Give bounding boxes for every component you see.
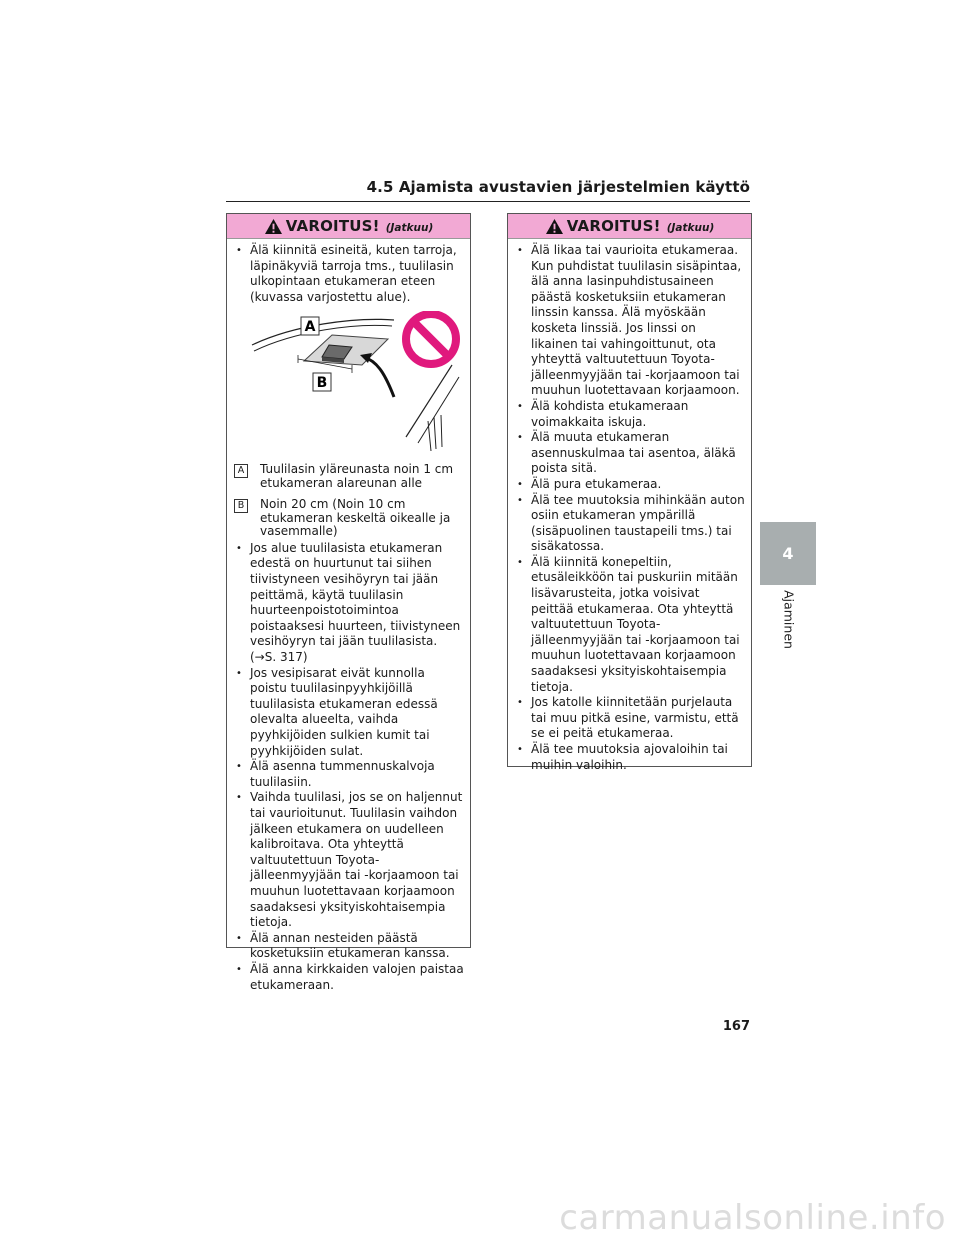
warning-header <box>508 214 751 239</box>
chapter-tab[interactable] <box>760 522 816 585</box>
list-item: • Älä muuta etukameran asennuskulmaa tai asentoa, äläkä poista sitä. <box>515 430 745 477</box>
list-item: • Älä tee muutoksia mihinkään auton osiin etukameran ympärillä (sisäpuolinen taustapeili tms.) tai sisäkatossa. <box>515 493 745 555</box>
figure-label-a: A <box>304 319 316 336</box>
warning-continued: (Jatkuu) <box>666 221 715 234</box>
chapter-label <box>776 586 802 656</box>
camera-area-illustration <box>234 311 464 455</box>
chapter-label-text: Ajaminen <box>781 590 797 649</box>
legend-item-a <box>234 463 464 490</box>
legend-text: Tuulilasin yläreunasta noin 1 cm etukameran alareunan alle <box>260 462 454 490</box>
warning-header <box>227 214 470 239</box>
warning-box-right <box>507 213 752 772</box>
list-item: • Älä kohdista etukameraan voimakkaita iskuja. <box>515 399 745 430</box>
warning-triangle-icon <box>264 218 283 235</box>
prohibition-icon <box>406 314 456 364</box>
windshield-diagram <box>234 311 463 455</box>
page-number: 167 <box>722 1019 750 1034</box>
list-item: • Älä tee muutoksia ajovaloihin tai muihin valoihin. <box>515 742 745 773</box>
list-item: • Älä likaa tai vaurioita etukameraa. Kun puhdistat tuulilasin sisäpintaa, älä anna lasinpuhdistusaineen päästä kosketuksiin etukameran linssin kanssa. Älä myöskään kosketa linssiä. Jos linssi on likainen tai vahingoittunut, ota yhteyttä valtuutettuun Toyota-jälleenmyyjään tai -korjaamoon tai muuhun luotettavaan korjaamoon. <box>515 243 745 399</box>
bullet-list <box>234 243 464 305</box>
figure-legend <box>234 463 464 539</box>
legend-key: A <box>234 464 248 478</box>
list-item: • Älä annan nesteiden päästä kosketuksiin etukameran kanssa. <box>234 931 464 962</box>
warning-title: VAROITUS! <box>285 217 380 235</box>
watermark-text: carmanualsonline.info <box>559 1198 946 1238</box>
chapter-number: 4 <box>782 544 794 563</box>
list-item: • Älä kiinnitä konepeltiin, etusäleikköön tai puskuriin mitään lisävarusteita, jotka voisivat peittää etukameraa. Ota yhteyttä valtuutettuun Toyota-jälleenmyyjään tai -korjaamoon tai muuhun luotettavaan korjaamoon saadaksesi yksityiskohtaisempia tietoja. <box>515 555 745 695</box>
legend-text: Noin 20 cm (Noin 10 cm etukameran keskeltä oikealle ja vasemmalle) <box>260 497 451 539</box>
warning-continued: (Jatkuu) <box>385 221 434 234</box>
list-item: • Älä asenna tummennuskalvoja tuulilasiin. <box>234 759 464 790</box>
bullet-list <box>234 541 464 993</box>
bullet-list <box>515 243 745 773</box>
list-item: • Älä anna kirkkaiden valojen paistaa etukameraan. <box>234 962 464 993</box>
warning-title: VAROITUS! <box>566 217 661 235</box>
figure-label-b: B <box>316 375 328 392</box>
list-item: • Vaihda tuulilasi, jos se on haljennut tai vaurioitunut. Tuulilasin vaihdon jälkeen etukamera on uudelleen kalibroitava. Ota yhteyttä valtuutettuun Toyota-jälleenmyyjään tai -korjaamoon tai muuhun luotettavaan korjaamoon saadaksesi yksityiskohtaisempia tietoja. <box>234 790 464 930</box>
list-item: • Jos alue tuulilasista etukameran edestä on huurtunut tai siihen tiivistyneen vesihöyryn tai jään peittämä, käytä tuulilasin huurteenpoistotoimintoa poistaaksesi huurteen, tiivistyneen vesihöyryn tai jään tuulilasista. (→S. 317) <box>234 541 464 666</box>
warning-box-left <box>226 213 471 992</box>
list-item: • Jos katolle kiinnitetään purjelauta tai muu pitkä esine, varmistu, että se ei peitä etukameraa. <box>515 695 745 742</box>
legend-item-b <box>234 498 464 539</box>
legend-key: B <box>234 499 248 513</box>
warning-triangle-icon <box>545 218 564 235</box>
list-item: • Älä kiinnitä esineitä, kuten tarroja, läpinäkyviä tarroja tms., tuulilasin ulkopintaan etukameran eteen (kuvassa varjostettu alue). <box>234 243 464 305</box>
list-item: • Jos vesipisarat eivät kunnolla poistu tuulilasinpyyhkijöillä tuulilasista etukameran edessä olevalta alueelta, vaihda pyyhkijöiden sulkien kumit tai pyyhkijöiden sulat. <box>234 666 464 760</box>
section-header: 4.5 Ajamista avustavien järjestelmien käyttö <box>226 178 750 202</box>
list-item: • Älä pura etukameraa. <box>515 477 745 493</box>
